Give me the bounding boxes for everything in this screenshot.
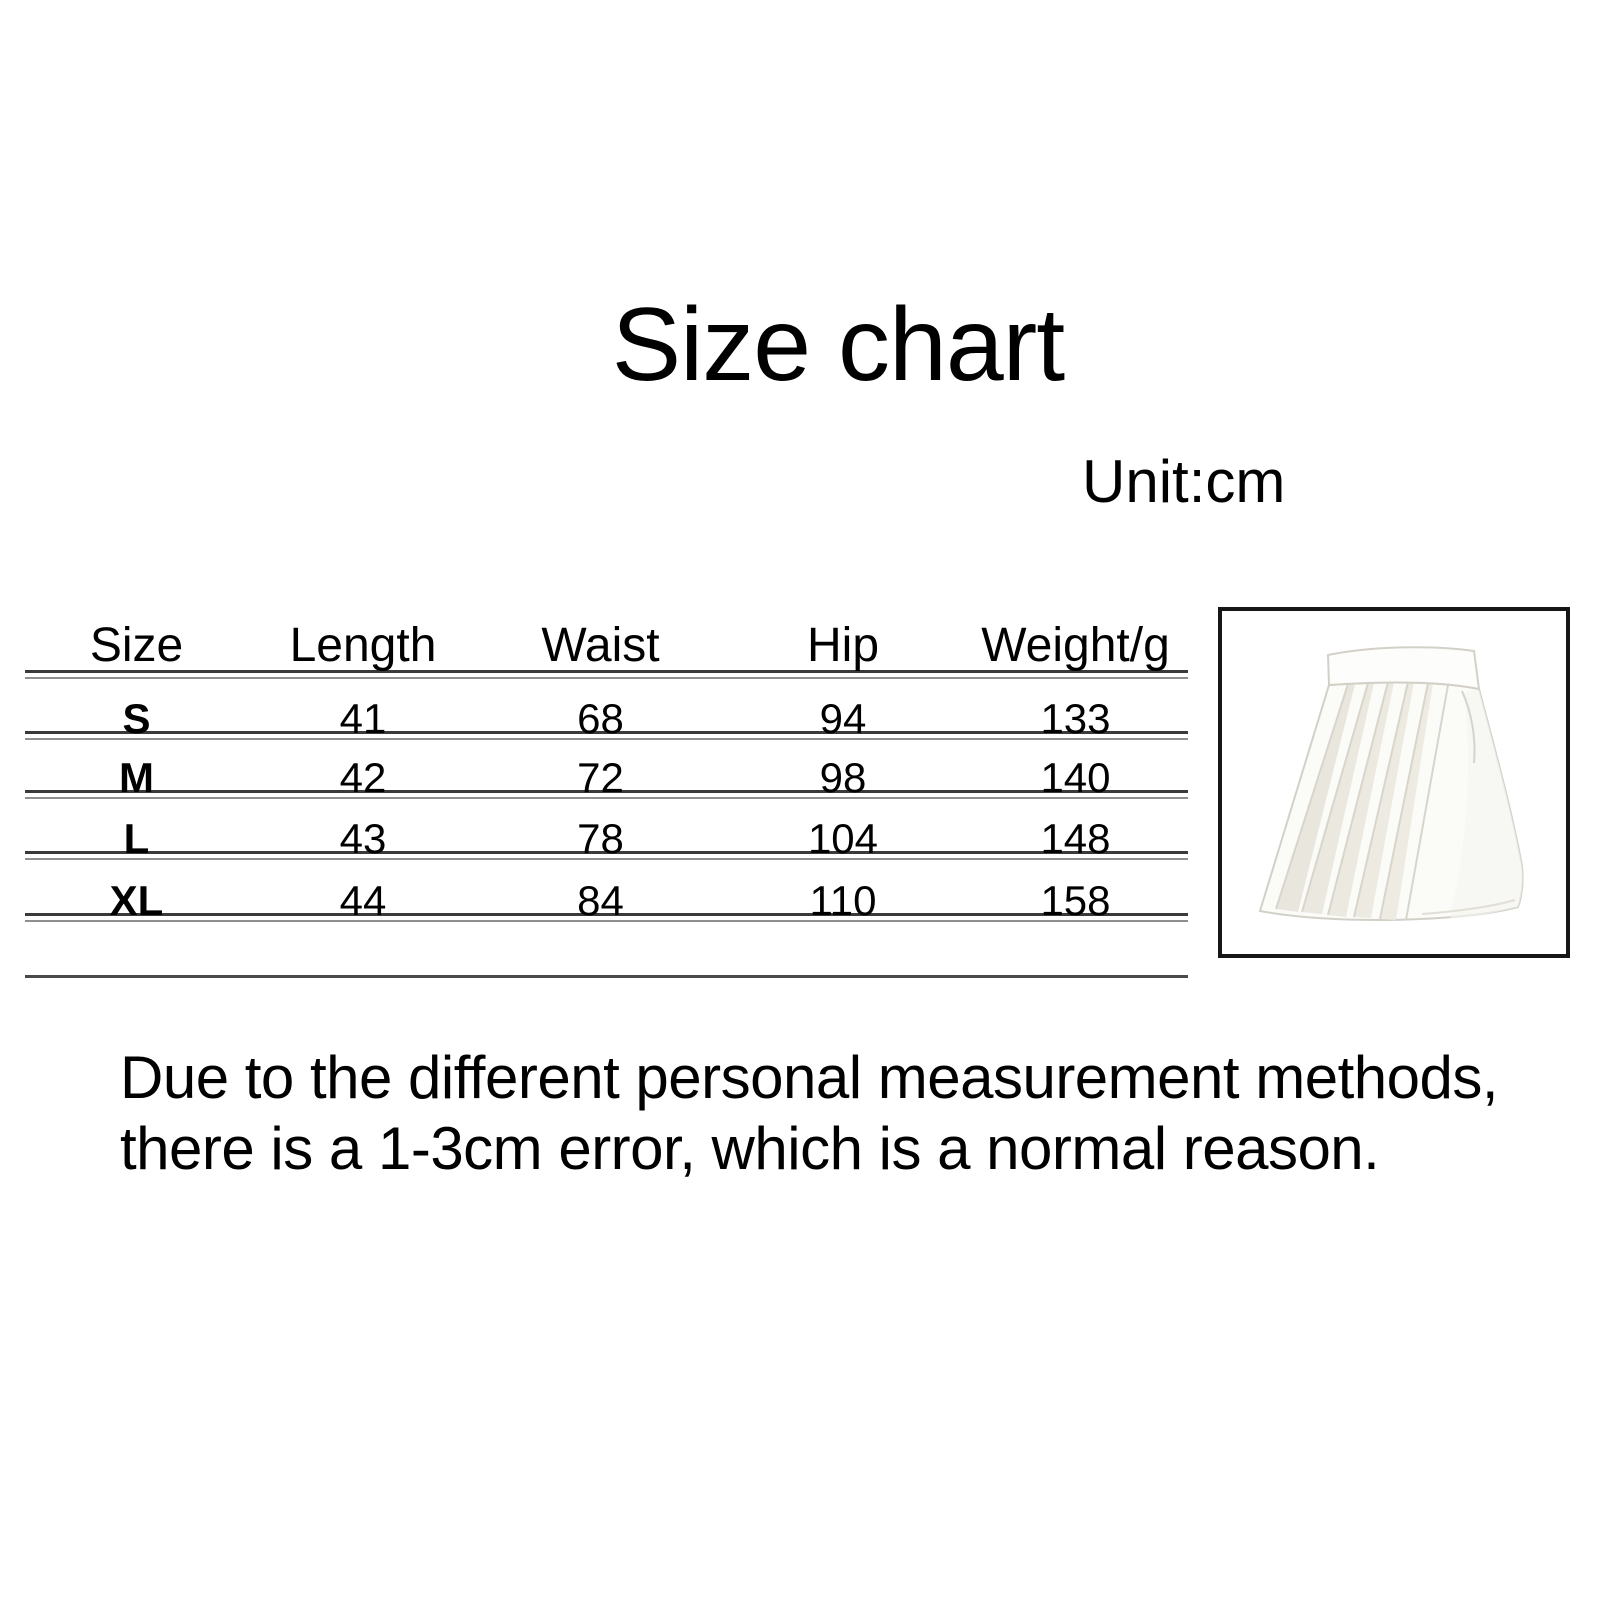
header-waist: Waist <box>541 619 660 672</box>
table-row-xl <box>25 860 1188 924</box>
row-m-weight: 140 <box>1040 754 1111 801</box>
unit-label: Unit:cm <box>1082 448 1286 515</box>
header-length: Length <box>289 619 437 672</box>
row-s-length: 41 <box>339 695 387 742</box>
size-table <box>25 600 1188 978</box>
row-xl-size: XL <box>109 877 164 924</box>
page-title: Size chart <box>611 287 1065 403</box>
table-row-m <box>25 740 1188 801</box>
row-s-waist: 68 <box>577 695 624 742</box>
header-hip: Hip <box>806 619 880 672</box>
row-s-size: S <box>122 695 151 742</box>
row-s-hip: 94 <box>819 695 867 742</box>
row-s-weight: 133 <box>1040 695 1111 742</box>
header-size: Size <box>89 619 184 672</box>
disclaimer-line-2: there is a 1-3cm error, which is a normal reason. <box>120 1115 1380 1182</box>
row-xl-weight: 158 <box>1040 877 1111 924</box>
row-l-weight: 148 <box>1040 815 1111 862</box>
row-l-length: 43 <box>339 815 387 862</box>
row-m-size: M <box>119 754 154 801</box>
row-m-length: 42 <box>339 754 387 801</box>
row-xl-hip: 110 <box>809 877 877 924</box>
table-header-row <box>25 600 1188 670</box>
row-m-waist: 72 <box>577 754 624 801</box>
table-row-empty <box>25 922 1188 975</box>
row-m-hip: 98 <box>819 754 867 801</box>
row-l-size: L <box>123 815 150 862</box>
disclaimer-line-1: Due to the different personal measurement methods, <box>120 1044 1499 1111</box>
pleated-skirt-image <box>1222 611 1566 954</box>
table-bottom-rule <box>25 975 1188 978</box>
row-l-hip: 104 <box>807 815 879 862</box>
product-photo-frame <box>1218 607 1570 958</box>
disclaimer-note <box>120 1042 1498 1184</box>
row-xl-length: 44 <box>339 877 387 924</box>
table-row-l <box>25 799 1188 862</box>
table-row-s <box>25 679 1188 742</box>
row-xl-waist: 84 <box>577 877 624 924</box>
row-l-waist: 78 <box>577 815 624 862</box>
header-weight: Weight/g <box>981 619 1170 672</box>
